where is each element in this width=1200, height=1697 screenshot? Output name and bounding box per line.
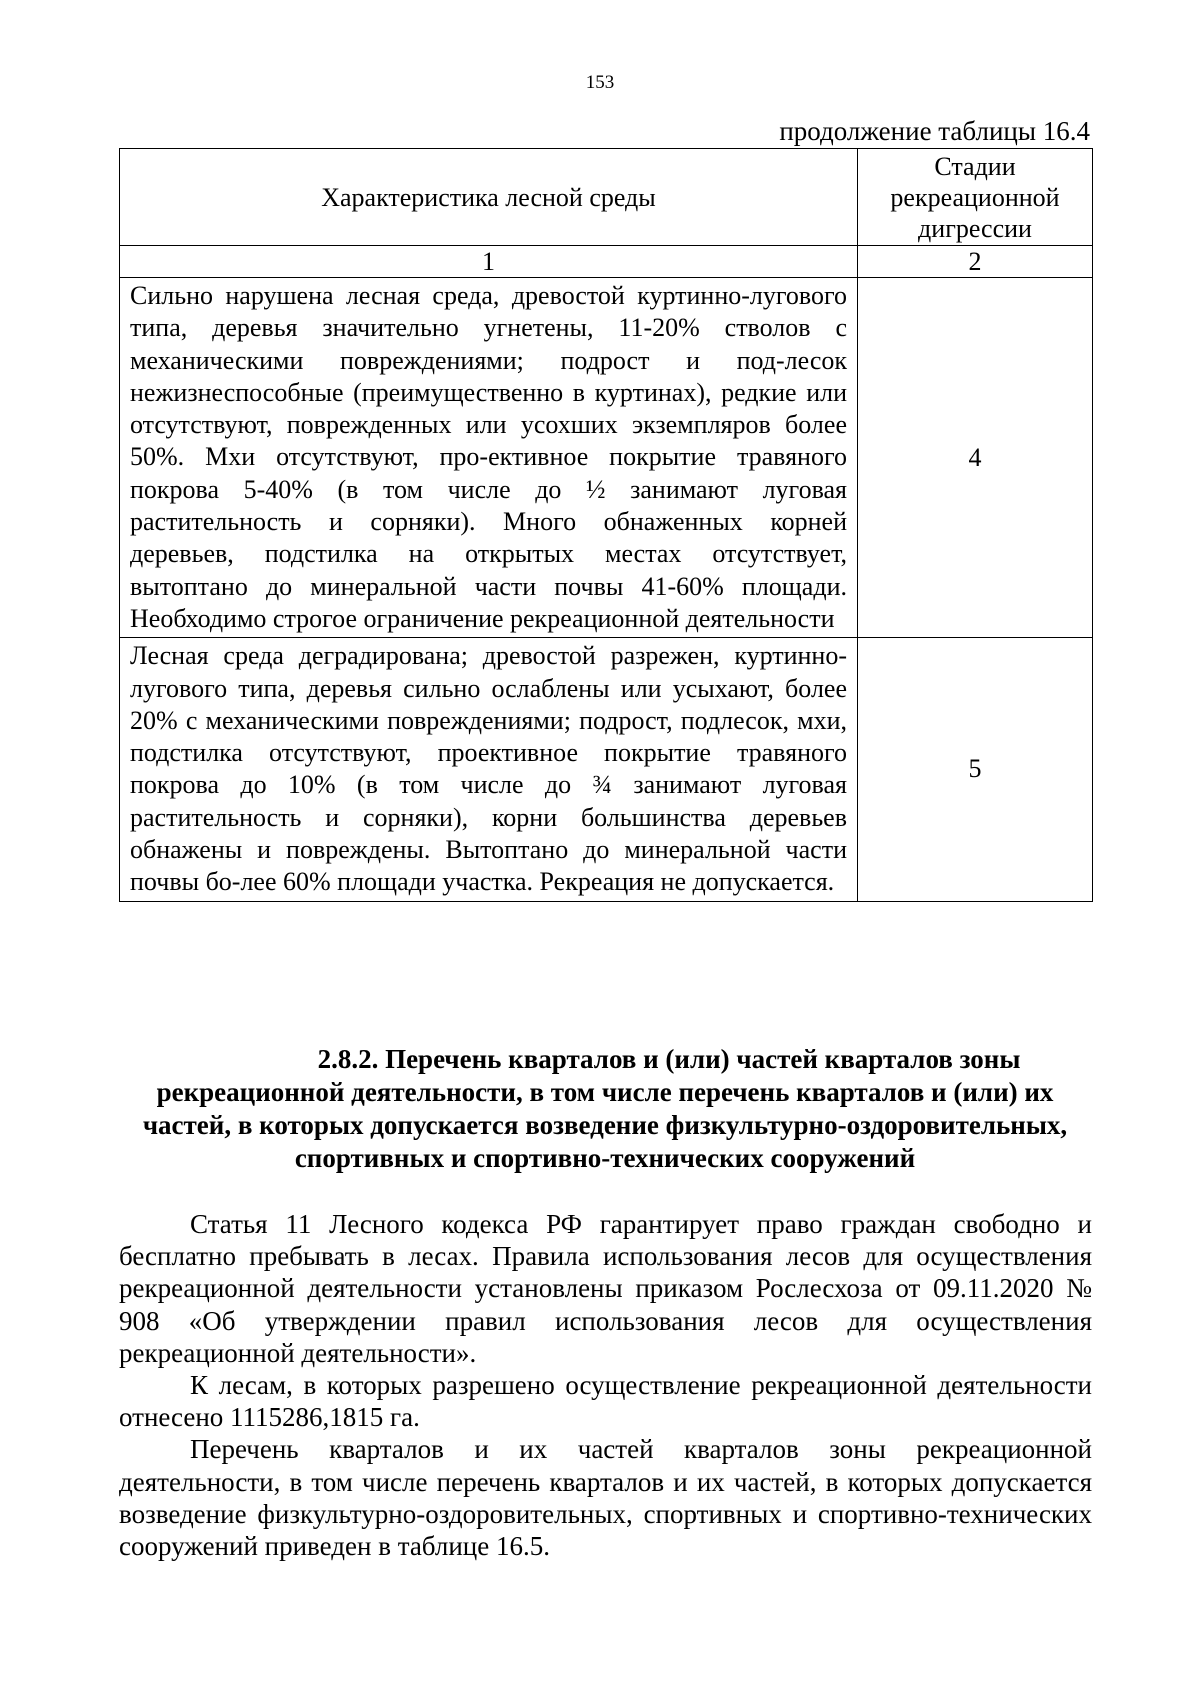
paragraph: К лесам, в которых разрешено осуществление рекреационной деятельности отнесено 1115286,1815 га.: [119, 1370, 1092, 1433]
table-row: [120, 278, 1093, 638]
header-digression-stages: Стадии рекреационной дигрессии: [858, 149, 1093, 246]
row-stage: 4: [858, 278, 1093, 638]
row-stage: 5: [858, 638, 1093, 901]
column-number-2: 2: [858, 246, 1093, 278]
paragraph: Статья 11 Лесного кодекса РФ гарантирует право граждан свободно и бесплатно пребывать в лесах. Правила использования лесов для осуществления рекреационной деятельности установлены приказом Рослесхоза от 09.11.2020 № 908 «Об утверждении правил использования лесов для осуществления рекреационной деятельности».: [119, 1209, 1092, 1368]
section-body: [119, 1208, 1092, 1562]
table-continuation-label: продолжение таблицы 16.4: [779, 116, 1090, 146]
recreational-digression-table: [119, 148, 1093, 902]
header-forest-characteristic: Характеристика лесной среды: [120, 149, 858, 246]
table-column-numbers-row: [120, 246, 1093, 278]
row-description: Сильно нарушена лесная среда, древостой куртинно-лугового типа, деревья значительно угнетены, 11-20% стволов с механическими повреждениями; подрост и под-лесок нежизнеспособные (преимущественно в куртинах), редкие или отсутствуют, поврежденных или усохших экземпляров более 50%. Мхи отсутствуют, про-ективное покрытие травяного покрова 5-40% (в том числе до ½ занимают луговая растительность и сорняки). Много обнаженных корней деревьев, подстилка на открытых местах отсутствует, вытоптано до минеральной части почвы 41-60% площади. Необходимо строгое ограничение рекреационной деятельности: [120, 278, 858, 638]
paragraph: Перечень кварталов и их частей кварталов зоны рекреационной деятельности, в том числе перечень кварталов и их частей, в которых допускается возведение физкультурно-оздоровительных, спортивных и спортивно-технических сооружений приведен в таблице 16.5.: [119, 1434, 1092, 1562]
section-heading-rest: рекреационной деятельности, в том числе перечень кварталов и (или) их частей, в которых допускается возведение физкультурно-оздоровительных, спортивных и спортивно-технических сооружений: [142, 1077, 1068, 1173]
column-number-1: 1: [120, 246, 858, 278]
page-number: 153: [585, 72, 615, 93]
table-row: [120, 638, 1093, 901]
section-heading-line1: 2.8.2. Перечень кварталов и (или) частей кварталов зоны: [317, 1044, 1021, 1074]
table-header-row: [120, 149, 1093, 246]
section-heading: [110, 1043, 1100, 1175]
row-description: Лесная среда деградирована; древостой разрежен, куртинно-лугового типа, деревья сильно ослаблены или усыхают, более 20% с механическими повреждениями; подрост, подлесок, мхи, подстилка отсутствуют, проективное покрытие травяного покрова до 10% (в том числе до ¾ занимают луговая растительность и сорняки), корни большинства деревьев обнажены и повреждены. Вытоптано до минеральной части почвы бо-лее 60% площади участка. Рекреация не допускается.: [120, 638, 858, 901]
